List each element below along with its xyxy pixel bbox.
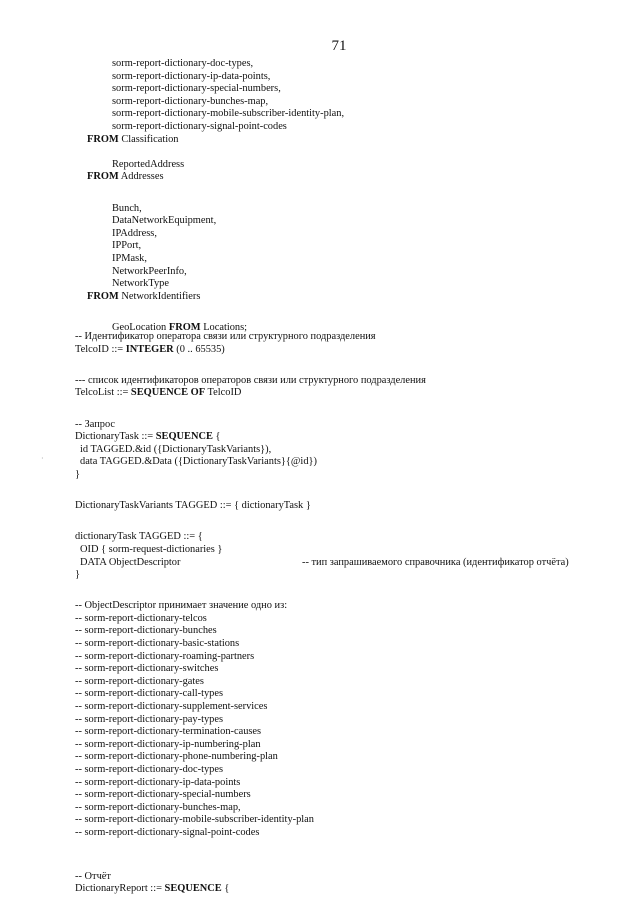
blank-line: [0, 303, 640, 316]
list-item: -- sorm-report-dictionary-basic-stations: [75, 638, 240, 650]
definition-name: DictionaryReport ::=: [75, 883, 165, 895]
dictionary-task-definition: [0, 431, 640, 444]
from-keyword: FROM: [87, 290, 119, 302]
type-keyword: SEQUENCE: [155, 431, 213, 443]
definition-name: TelcoList ::=: [75, 387, 131, 399]
module-name: Addresses: [118, 171, 164, 183]
list-item: NetworkPeerInfo,: [112, 265, 187, 277]
geolocation-post: Locations;: [200, 321, 248, 333]
blank-line: [0, 184, 640, 197]
close-brace: }: [75, 569, 80, 581]
definition-name: DictionaryTask ::=: [75, 431, 156, 443]
close-brace: }: [75, 468, 80, 480]
imports-section: [0, 58, 640, 334]
definition-type: TelcoID: [205, 387, 242, 399]
open-brace: {: [212, 431, 221, 443]
telco-id-comment: -- Идентификатор оператора связи или структурного подразделения: [75, 331, 376, 342]
data-comment: -- тип запрашиваемого справочника (идентификатор отчёта): [302, 556, 569, 568]
telco-id-definition: [0, 344, 640, 357]
type-keyword: INTEGER: [125, 343, 174, 355]
from-addresses-line: [0, 171, 640, 184]
definition-range: (0 .. 65535): [173, 343, 225, 355]
blank-line: [0, 482, 640, 495]
reported-address-line: ReportedAddress: [112, 158, 185, 170]
dictionary-task-id-line: id TAGGED.&id ({DictionaryTaskVariants}),: [80, 443, 272, 455]
telco-list-definition: [0, 387, 640, 400]
list-item: sorm-report-dictionary-doc-types,: [112, 58, 254, 69]
definition-name: TelcoID ::=: [75, 343, 126, 355]
data-line: [0, 557, 640, 570]
list-item: sorm-report-dictionary-bunches-map,: [112, 95, 269, 107]
module-name: NetworkIdentifiers: [118, 290, 201, 302]
from-keyword: FROM: [87, 171, 119, 183]
from-classification-line: [0, 134, 640, 147]
list-item: Bunch,: [112, 202, 142, 214]
from-keyword: FROM: [168, 321, 201, 333]
list-item: -- sorm-report-dictionary-mobile-subscriber-identity-plan: [75, 814, 314, 826]
dictionary-report-definition: [0, 883, 640, 896]
module-name: Classification: [118, 133, 179, 145]
blank-line: [0, 513, 640, 526]
list-item: DataNetworkEquipment,: [112, 215, 217, 227]
list-item: -- sorm-report-dictionary-termination-causes: [75, 726, 262, 738]
type-keyword: SEQUENCE: [164, 883, 222, 895]
open-brace: {: [221, 883, 230, 895]
list-item: -- sorm-report-dictionary-bunches: [75, 625, 217, 637]
list-item: -- sorm-report-dictionary-call-types: [75, 688, 224, 700]
blank-line: [0, 400, 640, 413]
from-keyword: FROM: [87, 133, 119, 145]
list-item: -- sorm-report-dictionary-bunches-map,: [75, 801, 241, 813]
telco-list-comment: --- список идентификаторов операторов связи или структурного подразделения: [75, 374, 426, 386]
descriptor-values-list: [0, 613, 640, 840]
list-item: -- sorm-report-dictionary-gates: [75, 675, 204, 687]
list-item: -- sorm-report-dictionary-roaming-partners: [75, 650, 255, 662]
list-item: -- sorm-report-dictionary-supplement-services: [75, 701, 268, 713]
list-item: sorm-report-dictionary-mobile-subscriber-identity-plan,: [112, 108, 345, 120]
list-item: -- sorm-report-dictionary-ip-data-points: [75, 776, 241, 788]
definitions-section: [0, 331, 640, 896]
report-comment: -- Отчёт: [75, 870, 111, 882]
blank-line: [0, 840, 640, 853]
list-item: -- sorm-report-dictionary-special-numbers: [75, 789, 251, 801]
blank-line: [0, 146, 640, 159]
list-item: IPAddress,: [112, 227, 157, 239]
dictionary-task-data-line: data TAGGED.&Data ({DictionaryTaskVariants}{@id}): [80, 456, 317, 468]
blank-line: [0, 852, 640, 865]
scan-speck: ·: [41, 454, 44, 463]
type-keyword: SEQUENCE OF: [130, 387, 206, 399]
data-descriptor: DATA ObjectDescriptor: [80, 556, 181, 568]
request-comment: -- Запрос: [75, 418, 116, 430]
list-item: -- sorm-report-dictionary-switches: [75, 663, 219, 675]
variants-line: DictionaryTaskVariants TAGGED ::= { dictionaryTask }: [75, 500, 311, 512]
list-item: -- sorm-report-dictionary-pay-types: [75, 713, 224, 725]
dictionary-task-tagged-line: dictionaryTask TAGGED ::= {: [75, 531, 203, 543]
list-item: -- sorm-report-dictionary-signal-point-codes: [75, 826, 260, 838]
list-item: sorm-report-dictionary-special-numbers,: [112, 83, 281, 95]
from-network-line: [0, 291, 640, 304]
list-item: IPMask,: [112, 252, 147, 264]
list-item: IPPort,: [112, 240, 142, 252]
blank-line: [0, 582, 640, 595]
list-item: -- sorm-report-dictionary-doc-types: [75, 764, 224, 775]
list-item: sorm-report-dictionary-ip-data-points,: [112, 70, 271, 82]
list-item: -- sorm-report-dictionary-telcos: [75, 612, 207, 624]
list-item: -- sorm-report-dictionary-phone-numbering-plan: [75, 751, 278, 763]
object-descriptor-comment: -- ObjectDescriptor принимает значение одно из:: [75, 600, 288, 612]
page-number: 71: [331, 38, 347, 54]
blank-line: [0, 356, 640, 369]
list-item: sorm-report-dictionary-signal-point-codes: [112, 120, 287, 132]
report-dictionary-list: [0, 58, 640, 134]
list-item: -- sorm-report-dictionary-ip-numbering-plan: [75, 738, 261, 750]
oid-line: OID { sorm-request-dictionaries }: [80, 543, 223, 555]
list-item: NetworkType: [112, 278, 169, 290]
geolocation-pre: GeoLocation: [112, 321, 169, 333]
network-identifiers-list: [0, 203, 640, 291]
